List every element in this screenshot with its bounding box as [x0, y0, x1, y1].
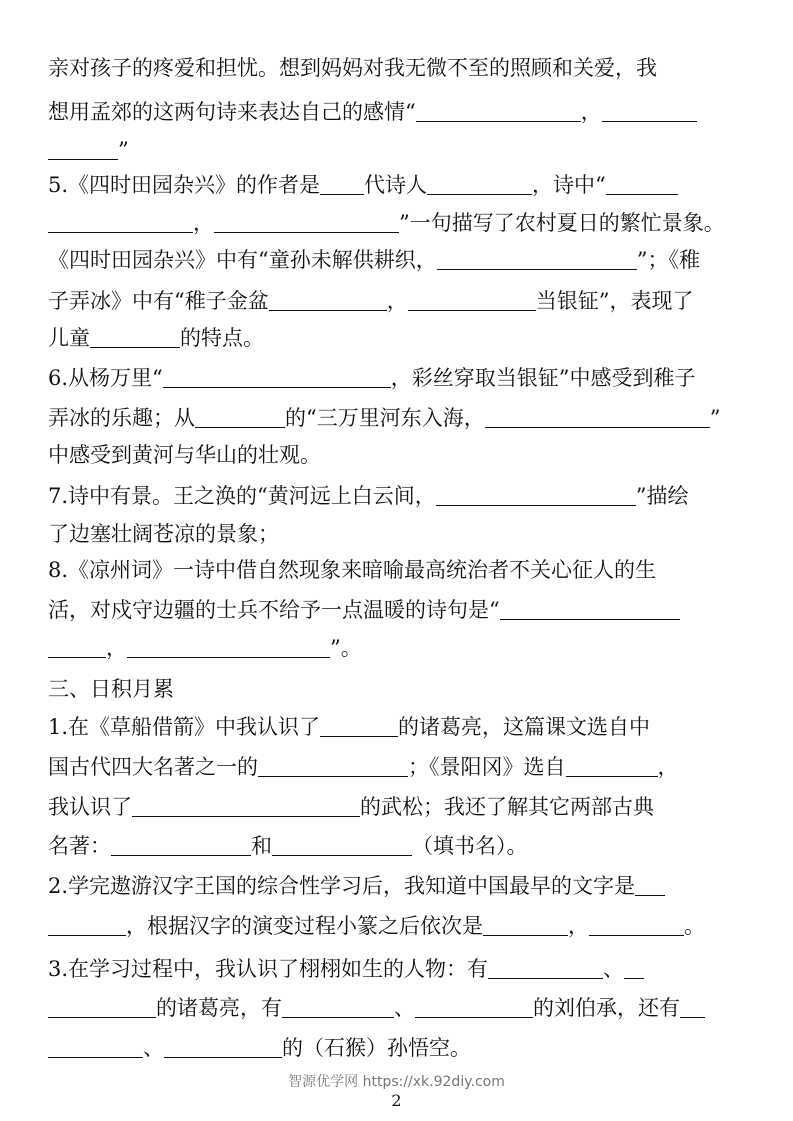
- text-segment: 、: [394, 996, 415, 1020]
- answer-blank[interactable]: [589, 917, 684, 936]
- text-segment: 和: [251, 834, 272, 858]
- text-segment: 的“三万里河东入海，: [285, 406, 485, 430]
- answer-blank[interactable]: [437, 251, 637, 270]
- text-segment: ”一句描写了农村夏日的繁忙景象。: [399, 211, 725, 235]
- line-14: [48, 558, 747, 582]
- text-segment: 的（石猴）孙悟空。: [282, 1036, 471, 1060]
- answer-blank[interactable]: [488, 960, 603, 979]
- answer-blank[interactable]: [415, 999, 533, 1018]
- text-segment: ，根据汉字的演变过程小篆之后依次是: [126, 914, 483, 938]
- text-segment: 1.在《草船借箭》中我认识了: [48, 715, 321, 739]
- text-segment: 儿童: [48, 326, 90, 350]
- text-segment: 的武松；我还了解其它两部古典: [360, 795, 654, 819]
- text-segment: 《四时田园杂兴》中有“童孙未解供耕织，: [48, 248, 437, 272]
- answer-blank[interactable]: [500, 601, 680, 620]
- answer-blank[interactable]: [483, 917, 568, 936]
- text-segment: 的刘伯承，还有: [533, 996, 680, 1020]
- text-segment: 三、日积月累: [48, 677, 174, 701]
- text-segment: ”；《稚: [636, 248, 700, 272]
- text-segment: ”: [709, 406, 721, 430]
- text-segment: ，: [568, 914, 589, 938]
- page-number: 2: [391, 1091, 402, 1110]
- line-10: [48, 406, 747, 430]
- line-17: [48, 677, 747, 701]
- line-04: [48, 173, 747, 197]
- text-segment: ，彩丝穿取当银钲”中感受到稚子: [390, 366, 696, 390]
- text-segment: （填书名）。: [412, 834, 528, 858]
- text-segment: 亲对孩子的疼爱和担忧。想到妈妈对我无微不至的照顾和关爱，我: [48, 56, 657, 80]
- line-26: [48, 1036, 747, 1060]
- line-25: [48, 996, 747, 1020]
- text-segment: 、: [143, 1036, 164, 1060]
- text-segment: 代诗人: [364, 173, 428, 197]
- text-segment: 8.《凉州词》一诗中借自然现象来暗喻最高统治者不关心征人的生: [48, 558, 657, 582]
- text-segment: 5.《四时田园杂兴》的作者是: [48, 173, 321, 197]
- answer-blank[interactable]: [269, 292, 387, 311]
- line-11: [48, 443, 747, 467]
- line-15: [48, 598, 747, 622]
- line-22: [48, 874, 747, 898]
- answer-blank[interactable]: [48, 639, 106, 658]
- line-18: [48, 715, 747, 739]
- text-segment: ，: [386, 289, 408, 313]
- text-segment: 名著：: [48, 834, 111, 858]
- text-segment: 子弄冰》中有“稚子金盆: [48, 289, 269, 313]
- text-segment: ，: [580, 100, 602, 124]
- answer-blank[interactable]: [214, 214, 399, 233]
- answer-blank[interactable]: [427, 176, 532, 195]
- text-segment: 国古代四大名著之一的: [48, 755, 258, 779]
- answer-blank[interactable]: [90, 329, 180, 348]
- text-segment: 中感受到黄河与华山的壮观。: [48, 443, 321, 467]
- answer-blank[interactable]: [127, 639, 330, 658]
- line-19: [48, 755, 747, 779]
- text-segment: 了边塞壮阔苍凉的景象；: [48, 522, 279, 546]
- answer-blank[interactable]: [320, 176, 364, 195]
- answer-blank[interactable]: [408, 292, 536, 311]
- line-05: [48, 211, 747, 235]
- answer-blank[interactable]: [48, 917, 126, 936]
- line-24: [48, 957, 747, 981]
- answer-blank[interactable]: [195, 409, 285, 428]
- text-segment: 的诸葛亮，这篇课文选自中: [398, 715, 651, 739]
- text-segment: 想用孟郊的这两句诗来表达自己的感情“: [48, 100, 416, 124]
- answer-blank[interactable]: [164, 1039, 282, 1058]
- answer-blank[interactable]: [163, 369, 391, 388]
- line-03: [48, 138, 747, 162]
- text-segment: 2.学完遨游汉字王国的综合性学习后，我知道中国最早的文字是: [48, 874, 636, 898]
- line-08: [48, 326, 747, 350]
- answer-blank[interactable]: [606, 176, 678, 195]
- line-07: [48, 289, 747, 313]
- answer-blank[interactable]: [48, 141, 118, 160]
- text-segment: 我认识了: [48, 795, 132, 819]
- text-segment: 弄冰的乐趣；从: [48, 406, 195, 430]
- text-segment: 的诸葛亮，有: [156, 996, 282, 1020]
- answer-blank[interactable]: [132, 798, 360, 817]
- answer-blank[interactable]: [272, 837, 412, 856]
- answer-blank[interactable]: [416, 103, 581, 122]
- text-segment: ”: [118, 138, 129, 162]
- text-segment: 7.诗中有景。王之涣的“黄河远上白云间，: [48, 484, 436, 508]
- line-20: [48, 795, 747, 819]
- text-segment: ，: [657, 755, 679, 779]
- text-segment: ，: [106, 636, 127, 660]
- line-21: [48, 834, 747, 858]
- text-segment: 。: [684, 914, 705, 938]
- answer-blank[interactable]: [111, 837, 251, 856]
- text-segment: ；《景阳冈》选自: [408, 755, 566, 779]
- site-watermark: 智源优学网 https://xk.92diy.com: [288, 1074, 505, 1090]
- line-23: [48, 914, 747, 938]
- answer-blank[interactable]: [282, 999, 394, 1018]
- answer-blank[interactable]: [680, 999, 705, 1018]
- answer-blank[interactable]: [635, 877, 665, 896]
- text-segment: 6.从杨万里“: [48, 366, 163, 390]
- answer-blank[interactable]: [602, 103, 697, 122]
- text-segment: 活，对戍守边疆的士兵不给予一点温暖的诗句是“: [48, 598, 500, 622]
- line-16: [48, 636, 747, 660]
- line-06: [48, 248, 747, 272]
- text-segment: 当银钲”，表现了: [535, 289, 694, 313]
- answer-blank[interactable]: [48, 214, 193, 233]
- answer-blank[interactable]: [485, 409, 710, 428]
- text-segment: ”。: [330, 636, 362, 660]
- line-13: [48, 522, 747, 546]
- text-segment: 的特点。: [180, 326, 264, 350]
- answer-blank[interactable]: [436, 487, 636, 506]
- line-01: [48, 56, 747, 80]
- answer-blank[interactable]: [566, 758, 658, 777]
- answer-blank[interactable]: [48, 999, 156, 1018]
- text-segment: ，: [193, 211, 214, 235]
- answer-blank[interactable]: [258, 758, 408, 777]
- text-segment: ”描绘: [635, 484, 689, 508]
- text-segment: 、: [603, 957, 625, 981]
- line-12: [48, 484, 747, 508]
- answer-blank[interactable]: [320, 718, 398, 737]
- answer-blank[interactable]: [48, 1039, 143, 1058]
- answer-blank[interactable]: [624, 960, 644, 979]
- line-02: [48, 100, 747, 124]
- line-09: [48, 366, 747, 390]
- text-segment: ，诗中“: [532, 173, 606, 197]
- text-segment: 3.在学习过程中，我认识了栩栩如生的人物：有: [48, 957, 489, 981]
